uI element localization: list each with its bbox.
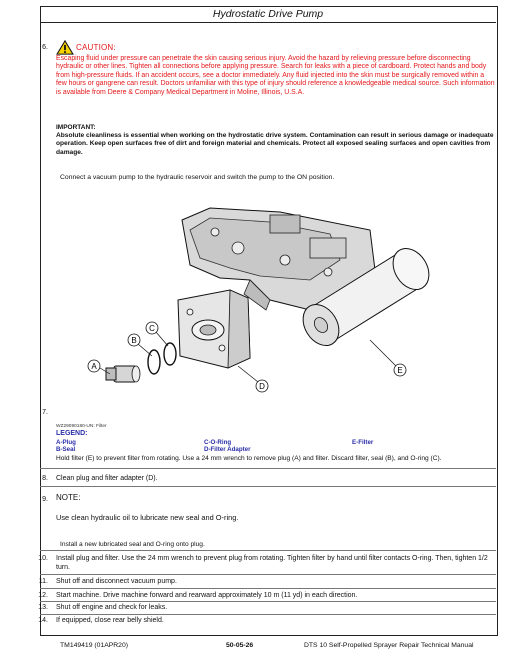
callout-e-label: E [397, 366, 403, 375]
important-text: Absolute cleanliness is essential when working on the hydrostatic drive system. Contamination can result in serious damage or inadequate operation. Keep open surfaces free of dirt and foreign material and chemicals. Protect all exposed sealing surfaces and open cavities from damage. [56, 132, 494, 156]
caution-text: Escaping fluid under pressure can penetrate the skin causing serious injury. Avoid the hazard by relieving pressure before disconnecting hydraulic or other lines. Tighten all connections before applying pressure. Search for leaks with a piece of cardboard. Protect hands and body from high-pressure fluids. If an accident occurs, see a doctor immediately. Any fluid injected into the skin must be surgically removed within a few hours or gangrene can result. Doctors unfamiliar with this type of injury should reference a knowledgeable medical source. Such information is available from Deere & Company Medical Department in Moline, Illinois, U.S.A. [56, 55, 495, 96]
step-number: 13. [38, 604, 48, 611]
filter-adapter-illustration [178, 290, 250, 368]
step12-text: Start machine. Drive machine forward and rearward approximately 10 m (11 yd) in each direction. [56, 592, 358, 599]
important-label: IMPORTANT: [56, 124, 96, 131]
callout-b-label: B [131, 336, 137, 345]
caution-warning-icon [56, 40, 74, 55]
step7-text: Hold filter (E) to prevent filter from rotating. Use a 24 mm wrench to remove plug (A) and filter. Discard filter, seal (B), and O-ring (C). [56, 455, 442, 462]
footer-manual-title: DTS 10 Self-Propelled Sprayer Repair Technical Manual [304, 642, 474, 649]
step-divider [40, 601, 496, 602]
callout-c-label: C [149, 324, 155, 333]
step14-text: If equipped, close rear belly shield. [56, 617, 164, 624]
footer-page-number: 50-05-26 [226, 642, 254, 649]
step-divider [40, 588, 496, 589]
step13-text: Shut off engine and check for leaks. [56, 604, 168, 611]
step-divider [40, 574, 496, 575]
legend-item-b: B-Seal [56, 446, 76, 453]
step8-text: Clean plug and filter adapter (D). [56, 475, 158, 482]
callout-b [128, 334, 140, 346]
caution-heading [56, 40, 476, 54]
note-label: NOTE: [56, 493, 81, 502]
o-ring-illustration [164, 343, 176, 365]
footer-doc-id: TM149419 (01APR20) [60, 642, 129, 649]
page-header-title: Hydrostatic Drive Pump [40, 6, 496, 23]
step-number: 7. [42, 409, 48, 416]
figure-id: WZ29090180-UN: Filter [56, 424, 107, 429]
step-divider [40, 486, 496, 487]
step-number: 8. [42, 475, 48, 482]
caution-label: CAUTION: [76, 42, 116, 52]
step-number: 6. [42, 44, 48, 51]
callout-e [394, 364, 406, 376]
step-divider [40, 614, 496, 615]
step-divider [40, 468, 496, 469]
note-text: Use clean hydraulic oil to lubricate new seal and O-ring. [56, 513, 239, 522]
filter-assembly-figure [70, 190, 430, 410]
legend-item-a: A-Plug [56, 439, 76, 446]
legend-item-c: C-O-Ring [204, 439, 232, 446]
callout-a-label: A [91, 362, 97, 371]
callout-d [256, 380, 268, 392]
legend-item-d: D-Filter Adapter [204, 446, 251, 453]
step-number: 11. [38, 578, 48, 585]
step-number: 14. [38, 617, 48, 624]
step-divider [40, 550, 496, 551]
step6-instruction: Connect a vacuum pump to the hydraulic reservoir and switch the pump to the ON position. [60, 174, 335, 181]
step10-text: Install plug and filter. Use the 24 mm wrench to prevent plug from rotating. Tighten filter by hand until filter contacts O-ring. Then, tighten 1/2 turn. [56, 555, 488, 571]
callout-d-label: D [259, 382, 265, 391]
callout-c [146, 322, 158, 334]
legend-item-e: E-Filter [352, 439, 374, 446]
step11-text: Shut off and disconnect vacuum pump. [56, 578, 177, 585]
step9-instruction: Install a new lubricated seal and O-ring onto plug. [60, 541, 205, 548]
callout-a [88, 360, 100, 372]
step-number: 12. [38, 592, 48, 599]
step-number: 9. [42, 496, 48, 503]
step-number: 10. [38, 555, 48, 562]
plug-illustration [106, 366, 140, 382]
legend-title: LEGEND: [56, 430, 88, 437]
seal-illustration [148, 350, 160, 374]
